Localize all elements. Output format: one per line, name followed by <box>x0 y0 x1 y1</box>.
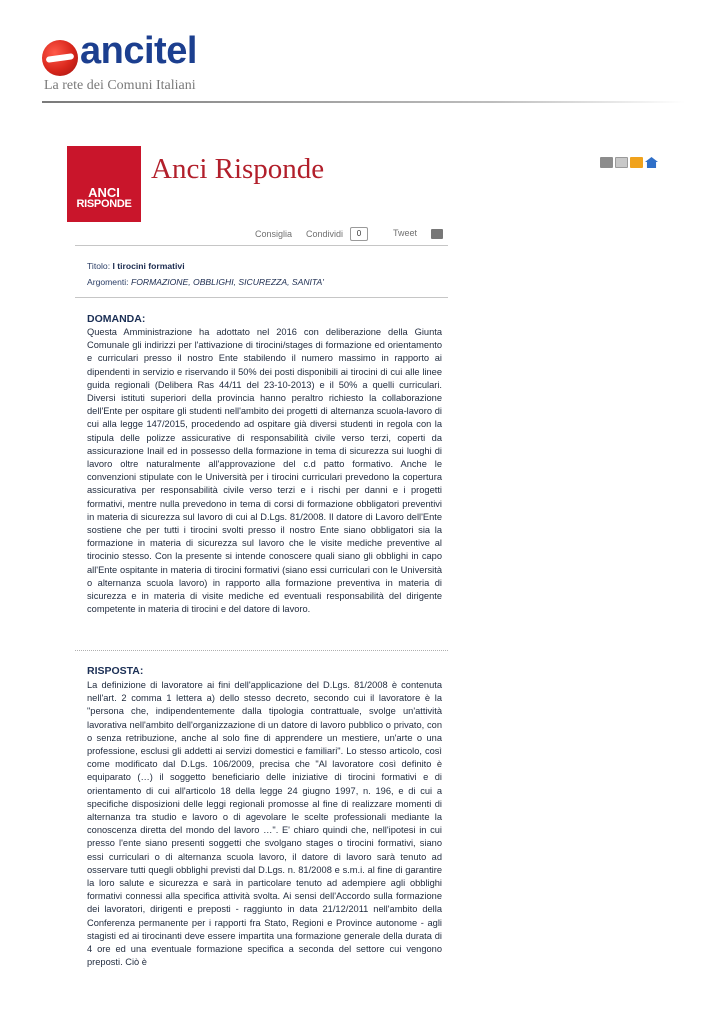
toolbar-icons <box>600 157 658 168</box>
topics-label: Argomenti: <box>87 277 129 287</box>
logo-line-1: ANCI <box>88 185 120 200</box>
tweet-button[interactable]: Tweet <box>393 228 418 238</box>
print-icon[interactable] <box>600 157 613 168</box>
divider <box>75 245 448 246</box>
topics-value: FORMAZIONE, OBBLIGHI, SICUREZZA, SANITA' <box>130 277 324 287</box>
brand-tagline: La rete dei Comuni Italiani <box>44 78 196 93</box>
header-divider <box>42 101 685 103</box>
share-button[interactable]: Condividi <box>306 229 344 239</box>
share-count: 0 <box>350 227 368 241</box>
article-title-row <box>87 261 185 271</box>
divider <box>75 650 448 651</box>
ancitel-logo[interactable] <box>42 30 222 100</box>
question-text: Questa Amministrazione ha adottato nel 2016 con deliberazione della Giunta Comunale gli indirizzi per l'attivazione di tirocini/stages di formazione ed orientamento e curriculari presso il nostro Ente stabilendo il numero massimo in rapporto ai dipendenti in servizio e riservando il 50% dei posti disponibili ai tirocini di cui alle linee guida regionali (Delibera Ras 44/11 del 23-10-2013) e il 50% a quelli curriculari. Diversi istituti superiori della provincia hanno peraltro richiesto la collaborazione dell'Ente per ospitare gli studenti nell'ambito dei progetti di alternanza scuola-lavoro di cui alla legge 147/2015, procedendo ad ospitare già diversi studenti in regola con la stipula delle polizze assicurative di responsabilità civile verso terzi, coperti da assicurazione Inail ed in possesso della formazione in tema di sicurezza sui luoghi di lavoro oltre naturalmente all'approvazione del c.d patto formativo. Anche le convenzioni stipulate con le Università per i tirocini curriculari prevedono la copertura assicurativa per responsabilità civile verso terzi e i rischi per danni e i progetti formativi, mentre nulla prevedono in tema di corsi di formazione obbligatori preventivi in materia di sicurezza sul lavoro di cui al D.Lgs. 81/2008. Il datore di Lavoro dell'Ente sostiene che per tutti i tirocini svolti presso il nostro Ente siano obbligatori sia la formazione in materia di sicurezza sul lavoro che le visite mediche preventive al tirocinio stesso. Con la presente si intende conoscere quali siano gli obblighi in capo all'Ente ospitante in materia di tirocini formativi (siano essi curriculari con le Università o alternanza scuola lavoro) in rapporto alla formazione preventiva in materia di sicurezza e in materia di visite mediche ed eventuali responsabilità del dirigente competente in materia di tirocini e del datore di lavoro. <box>87 327 442 615</box>
globe-icon <box>42 40 78 76</box>
answer-text: La definizione di lavoratore ai fini dell'applicazione del D.Lgs. 81/2008 è contenuta nell'art. 2 comma 1 lettera a) dello stesso decreto, secondo cui il lavoratore è la "persona che, indipendentemente dalla tipologia contrattuale, svolge un'attività lavorativa nell'ambito dell'organizzazione di un datore di lavoro pubblico o privato, con o senza retribuzione, anche al solo fine di apprendere un mestiere, un'arte o una professione, esclusi gli addetti ai servizi domestici e familiari". Lo stesso articolo, così come modificato dal D.Lgs. 106/2009, precisa che "Al lavoratore così definito è equiparato (…) il soggetto beneficiario delle iniziative di tirocini formativi e di orientamento di cui all'articolo 18 della legge 24 giugno 1997, n. 196, e di cui a specifiche disposizioni delle leggi regionali promosse al fine di realizzare momenti di alternanza tra studio e lavoro o di agevolare le scelte professionali mediante la conoscenza diretta del mondo del lavoro …". E' chiaro quindi che, nell'ipotesi in cui presso l'ente siano presenti soggetti che svolgano stages o tirocini formativi, siano essi curriculari o di alternanza scuola lavoro, il datore di lavoro sarà tenuto ad osservare tutti quegli obblighi previsti dal D.Lgs. n. 81/2008 e s.m.i. al fine di garantire la loro salute e sicurezza e sarà in particolare tenuto ad adempiere agli obblighi formativi connessi alla specifica attività svolta. Ai sensi dell'Accordo sulla formazione dei lavoratori, dirigenti e preposti - raggiunto in data 21/12/2011 nell'ambito della Conferenza permanente per i rapporti fra Stato, Regioni e Province autonome - agli stagisti ed ai tirocinanti deve essere impartita una formazione generale della durata di 4 ore ed una eventuale formazione specifica a seconda del settore cui vengono preposti. Ciò è <box>87 680 442 968</box>
brand-name: ancitel <box>80 30 197 72</box>
divider <box>75 297 448 298</box>
question-heading: DOMANDA: <box>87 313 146 325</box>
print-icon[interactable] <box>431 229 443 239</box>
bookmark-icon[interactable] <box>630 157 643 168</box>
home-icon[interactable] <box>645 157 658 168</box>
page-title: Anci Risponde <box>151 153 325 185</box>
logo-line-2: RISPONDE <box>76 198 132 210</box>
title-label: Titolo: <box>87 261 111 271</box>
recommend-button[interactable]: Consiglia <box>255 229 293 239</box>
email-icon[interactable] <box>615 157 628 168</box>
topics-row <box>87 277 324 287</box>
anci-risponde-logo <box>67 146 141 222</box>
answer-heading: RISPOSTA: <box>87 665 144 677</box>
title-value: I tirocini formativi <box>112 261 185 271</box>
